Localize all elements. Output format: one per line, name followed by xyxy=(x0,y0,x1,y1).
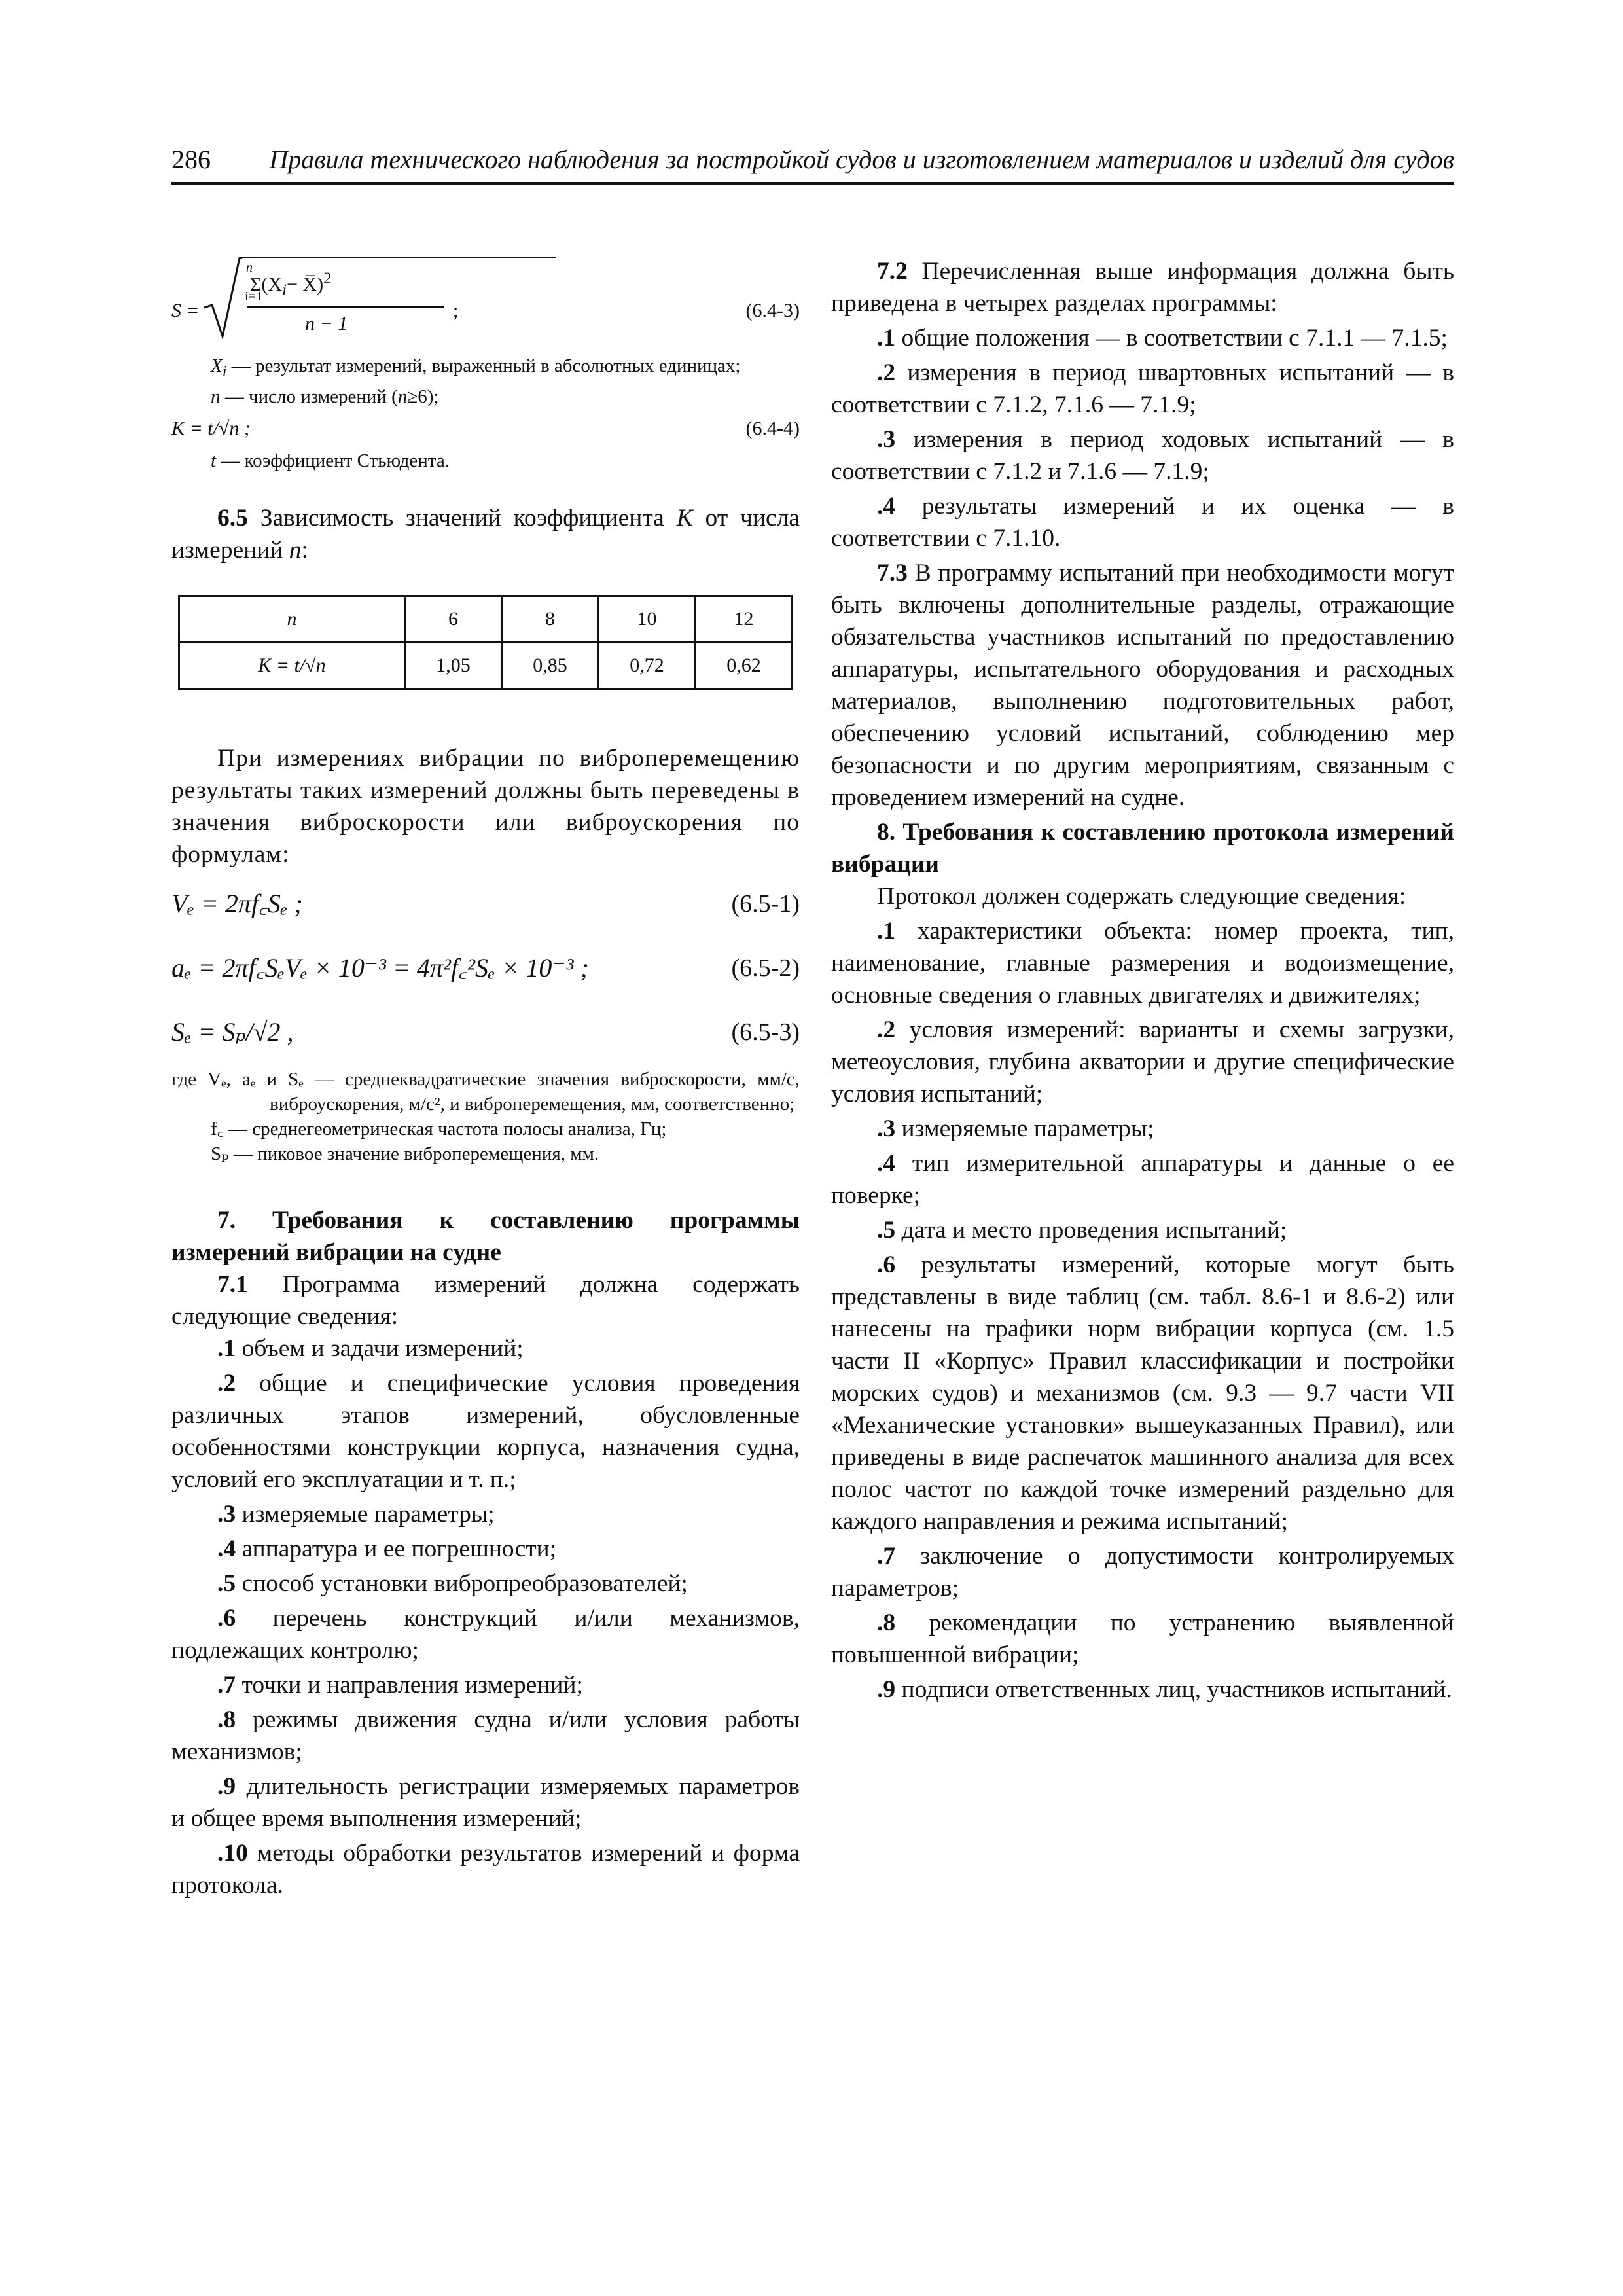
list-item: .9 длительность регистрации измеряемых параметров и общее время выполнения измерений; xyxy=(171,1772,800,1832)
table-row xyxy=(179,596,793,642)
k-coefficient-table xyxy=(178,595,793,690)
table-cell: 8 xyxy=(502,596,599,642)
section-7-3: 7.3 В программу испытаний при необходимости могут быть включены дополнительные разделы, отражающие обязательства участников испытаний по предоставлению аппаратуры, испытательного оборудования и расходных материалов, выполнению подготовительных работ, обеспечению условий испытаний, соблюдению мер безопасности и по другим мероприятиям, связанным с проведением измерений на судне. xyxy=(831,560,1454,811)
table-cell: 0,85 xyxy=(502,642,599,689)
sum-limit-bottom: i=1 xyxy=(245,289,262,304)
definition-where-ve: где Vₑ, aₑ и Sₑ — среднеквадратические значения виброскорости, мм/с, виброускорения, м/с², и виброперемещения, мм, соответственно; xyxy=(171,1068,800,1115)
section-7-heading: 7. Требования к составлению программы измерений вибрации на судне xyxy=(171,1206,800,1266)
list-item: .4 аппаратура и ее погрешности; xyxy=(217,1535,557,1562)
table-header-k: K = t/√n xyxy=(179,642,405,689)
formula-se: Sₑ = Sₚ/√2 , xyxy=(171,1016,294,1047)
formula-6-5-3 xyxy=(171,1011,800,1054)
formula-numerator: $\Sigma(X_i-$ X̅)$^2$ xyxy=(250,270,332,299)
list-item: .5 способ установки вибропреобразователей; xyxy=(217,1570,688,1597)
table-cell: 1,05 xyxy=(405,642,502,689)
list-item: .9 подписи ответственных лиц, участников испытаний. xyxy=(877,1676,1452,1703)
formula-ae: aₑ = 2πf꜀SₑVₑ × 10⁻³ = 4π²f꜀²Sₑ × 10⁻³ ; xyxy=(171,952,589,982)
section-8-intro: Протокол должен содержать следующие сведения: xyxy=(877,883,1406,910)
definition-xi: $X_i$ — результат измерений, выраженный в абсолютных единицах; xyxy=(211,355,741,380)
running-header xyxy=(171,143,1454,185)
page-number: 286 xyxy=(171,145,211,174)
formula-6-4-4 xyxy=(171,409,800,448)
definition-sp: Sₚ — пиковое значение виброперемещения, мм. xyxy=(211,1143,599,1164)
formula-number: (6.4-3) xyxy=(745,300,800,321)
list-item: .8 рекомендации по устранению выявленной повышенной вибрации; xyxy=(831,1609,1454,1668)
list-item: .1 общие положения — в соответствии с 7.1.1 — 7.1.5; xyxy=(877,325,1448,351)
formula-denominator: n − 1 xyxy=(305,313,348,334)
table-cell: 0,72 xyxy=(599,642,696,689)
definition-t: t — коэффициент Стьюдента. xyxy=(211,450,450,471)
table-header-n: n xyxy=(179,596,405,642)
section-7-1: 7.1 Программа измерений должна содержать следующие сведения: xyxy=(171,1270,800,1330)
formula-k: K = t/√n ; xyxy=(171,417,251,439)
list-item: .4 результаты измерений и их оценка — в соответствии с 7.1.10. xyxy=(831,493,1454,552)
left-column xyxy=(171,255,800,1904)
formula-6-5-2 xyxy=(171,946,800,990)
list-item: .1 характеристики объекта: номер проекта, тип, наименование, главные размерения и водоизмещение, основные сведения о главных двигателях и движителях; xyxy=(831,918,1454,1009)
list-item: .3 измерения в период ходовых испытаний — в соответствии с 7.1.2 и 7.1.6 — 7.1.9; xyxy=(831,426,1454,485)
list-item: .6 перечень конструкций и/или механизмов, подлежащих контролю; xyxy=(171,1604,800,1664)
formula-number: (6.4-4) xyxy=(745,417,800,439)
table-cell: 12 xyxy=(696,596,793,642)
list-item: .4 тип измерительной аппаратуры и данные о ее поверке; xyxy=(831,1150,1454,1209)
running-title: Правила технического наблюдения за постройкой судов и изготовлением материалов и изделий для судов xyxy=(269,145,1454,174)
formula-6-5-1 xyxy=(171,882,800,925)
formula-number: (6.5-3) xyxy=(731,1018,800,1046)
formula-ve: Vₑ = 2πf꜀Sₑ ; xyxy=(171,888,303,918)
list-item: .2 измерения в период швартовных испытаний — в соответствии с 7.1.2, 7.1.6 — 7.1.9; xyxy=(831,359,1454,418)
list-item: .3 измеряемые параметры; xyxy=(217,1500,495,1528)
right-column xyxy=(831,255,1454,1708)
table-cell: 0,62 xyxy=(696,642,793,689)
list-item: .6 результаты измерений, которые могут быть представлены в виде таблиц (см. табл. 8.6-1 и 8.6-2) или нанесены на графики норм вибрации корпуса (см. 1.5 части II «Корпус» Правил классификации и постройки морских судов) и механизмов (см. 9.3 — 9.7 части VII «Механические установки» вышеуказанных Правил), или приведены в виде распечаток машинного анализа для всех полос частот по каждой точке измерений раздельно для каждого направления и режима испытаний; xyxy=(831,1251,1454,1535)
list-item: .7 заключение о допустимости контролируемых параметров; xyxy=(831,1543,1454,1602)
paragraph-vibration-conversion: При измерениях вибрации по виброперемещению результаты таких измерений должны быть переведены в значения виброскорости или виброускорения по формулам: xyxy=(171,744,800,868)
list-item: .5 дата и место проведения испытаний; xyxy=(877,1217,1287,1244)
list-item: .2 условия измерений: варианты и схемы загрузки, метеоусловия, глубина акватории и другие специфические условия испытаний; xyxy=(831,1016,1454,1107)
sum-limit-top: n xyxy=(246,260,253,275)
formula-number: (6.5-1) xyxy=(731,889,800,918)
table-cell: 6 xyxy=(405,596,502,642)
sqrt-sign-icon xyxy=(203,255,242,340)
section-7-2: 7.2 Перечисленная выше информация должна быть приведена в четырех разделах программы: xyxy=(831,258,1454,317)
list-item: .3 измеряемые параметры; xyxy=(877,1115,1154,1142)
list-item: .7 точки и направления измерений; xyxy=(217,1671,583,1698)
table-cell: 10 xyxy=(599,596,696,642)
definition-fc: f꜀ — среднегеометрическая частота полосы анализа, Гц; xyxy=(211,1118,667,1139)
section-8-heading: 8. Требования к составлению протокола измерений вибрации xyxy=(831,819,1454,878)
list-item: .1 объем и задачи измерений; xyxy=(217,1335,524,1362)
formula-number: (6.5-2) xyxy=(731,954,800,982)
formula-lhs: S xyxy=(171,300,181,321)
definition-n: n — число измерений (n≥6); xyxy=(211,386,439,407)
formula-6-4-3: S = n i=1 $\Sigma(X_i-$ X̅)$^2$ n − 1 ; (6.4-3) xyxy=(171,255,800,353)
list-item: .2 общие и специфические условия проведения различных этапов измерений, обусловленные особенностями конструкции корпуса, назначения судна, условий его эксплуатации и т. п.; xyxy=(171,1369,800,1493)
list-item: .8 режимы движения судна и/или условия работы механизмов; xyxy=(171,1706,800,1765)
list-item: .10 методы обработки результатов измерений и форма протокола. xyxy=(171,1839,800,1899)
section-6-5: 6.5 Зависимость значений коэффициента K от числа измерений n: xyxy=(171,504,800,564)
table-row xyxy=(179,642,793,689)
